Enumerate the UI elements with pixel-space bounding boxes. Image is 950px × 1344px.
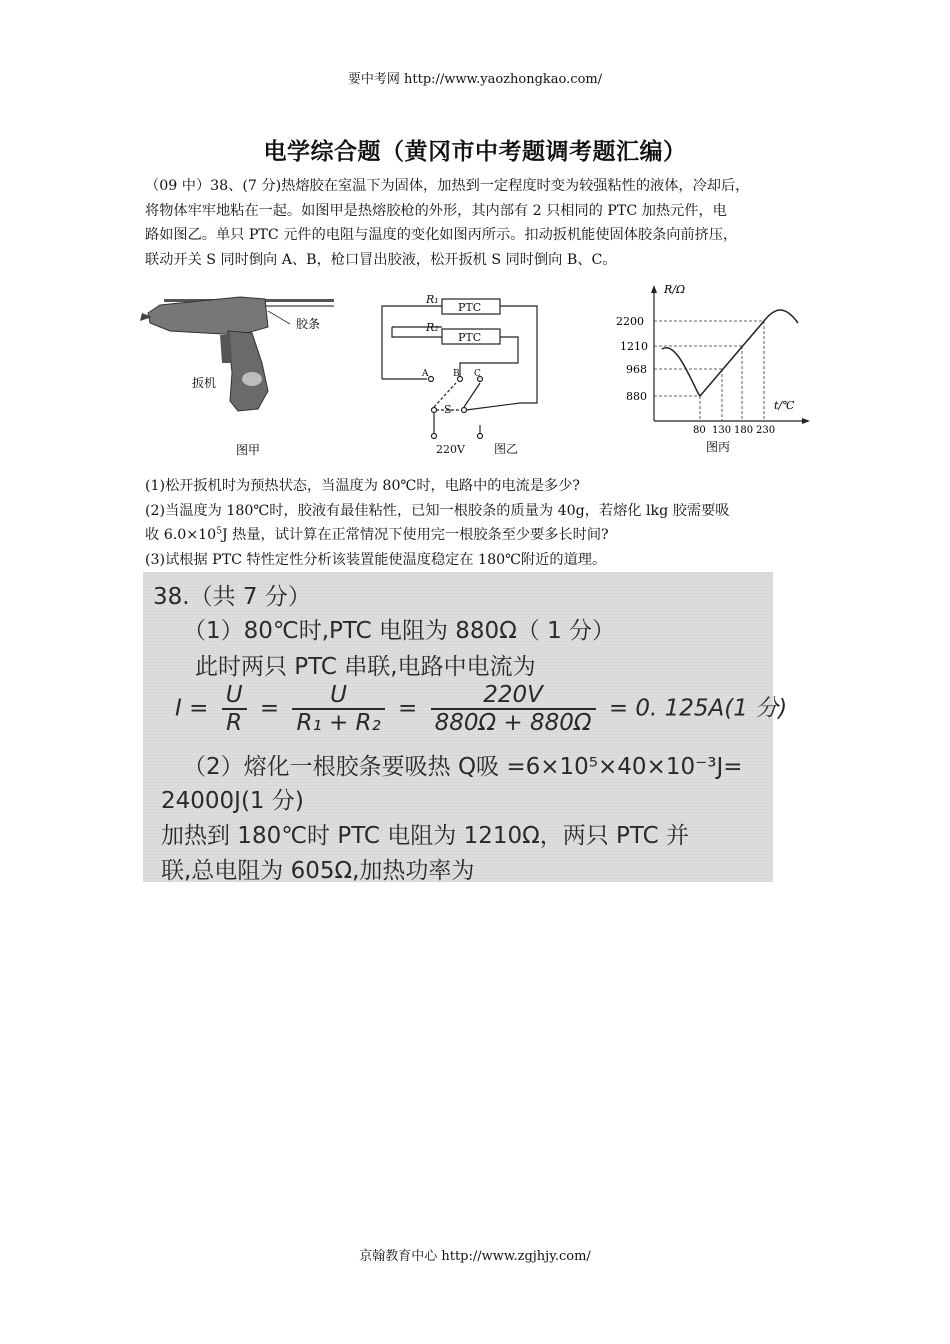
scanned-answer — [143, 572, 788, 884]
answer-line: 联,总电阻为 605Ω,加热功率为 — [161, 858, 475, 884]
question-2b — [145, 523, 810, 548]
xtick-label: 80 — [693, 425, 706, 436]
page-footer: 京翰教育中心 http://www.zgjhjy.com/ — [359, 1249, 591, 1264]
answer-line: 24000J(1 分) — [161, 788, 304, 814]
question-1: (1)松开扳机时为预热状态，当温度为 80℃时，电路中的电流是多少? — [145, 478, 581, 494]
ytick-label: 2200 — [616, 315, 644, 328]
intro-line: （09 中）38、(7 分)热熔胶在室温下为固体，加热到一定程度时变为较强粘性的液体，冷却后， — [145, 178, 750, 194]
frac-den: 880Ω + 880Ω — [434, 710, 592, 736]
answer-heading: 38.（共 7 分） — [153, 584, 311, 610]
page-title: 电学综合题（黄冈市中考题调考题汇编） — [263, 138, 687, 165]
xtick-label: 180 — [734, 425, 754, 436]
question-3: (3)试根据 PTC 特性定性分析该装置能使温度稳定在 180℃附近的道理。 — [145, 551, 607, 568]
xtick-label: 230 — [756, 425, 776, 436]
r2-label: R₂ — [426, 321, 439, 334]
caption-jia: 图甲 — [236, 443, 261, 457]
fraction-values — [431, 682, 596, 736]
ptc2-label: PTC — [458, 331, 482, 344]
frac-num: 220V — [431, 682, 596, 710]
ytick-label: 880 — [626, 390, 647, 403]
intro-line: 联动开关 S 同时倒向 A、B，枪口冒出胶液，松开扳机 S 同时倒向 B、C。 — [145, 251, 617, 268]
fraction-u-over-r — [222, 682, 247, 736]
switch-c-label: C — [474, 369, 481, 379]
current-equation: I = $\frac{U}{R}$ = $\frac{U}{\text{R₁ + R₂}}$ = $\frac{220V}{880\Omega + 880\Omega}$ = 0. 125A(1 分) — [175, 682, 788, 736]
ptc1-label: PTC — [458, 301, 482, 314]
resistance-temperature-graph — [616, 283, 810, 454]
graph-xlabel: t/℃ — [774, 399, 795, 412]
switch-b-label: B — [453, 369, 460, 379]
frac-num: U — [292, 682, 384, 710]
xtick-label: 130 — [712, 425, 732, 436]
frac-den: R — [226, 710, 243, 736]
eq-rhs: = 0. 125A(1 分) — [608, 695, 788, 722]
figures — [140, 283, 820, 463]
q2b-exponent: 5 — [216, 526, 222, 537]
intro-line: 路如图乙。单只 PTC 元件的电阻与温度的变化如图丙所示。扣动扳机能使固体胶条向前挤压， — [145, 227, 738, 243]
r1-label: R₁ — [426, 293, 439, 306]
caption-yi: 图乙 — [494, 442, 519, 456]
page-header: 要中考网 http://www.yaozhongkao.com/ — [347, 72, 603, 87]
q2b-text-rest: J 热量，试计算在正常情况下使用完一根胶条至少要多长时间? — [221, 527, 609, 543]
switch-s-label: S — [444, 403, 452, 416]
answer-line: 加热到 180℃时 PTC 电阻为 1210Ω，两只 PTC 并 — [161, 823, 689, 849]
q2b-text: 收 6.0×10 — [145, 527, 217, 543]
eq-lhs: I = — [175, 695, 209, 722]
intro-line: 将物体牢牢地粘在一起。如图甲是热熔胶枪的外形，其内部有 2 只相同的 PTC 加热元件，电 — [145, 202, 727, 219]
answer-line: （1）80℃时,PTC 电阻为 880Ω（ 1 分） — [183, 618, 616, 644]
ytick-label: 968 — [626, 363, 647, 376]
graph-ylabel: R/Ω — [664, 283, 686, 296]
frac-den: R₁ + R₂ — [296, 710, 381, 736]
fraction-u-over-sum — [292, 682, 384, 736]
question-2a: (2)当温度为 180℃时，胶液有最佳粘性，已知一根胶条的质量为 40g，若熔化 lkg 胶需要吸 — [145, 502, 730, 519]
answer-line: （2）熔化一根胶条要吸热 Q吸 =6×10⁵×40×10⁻³J= — [183, 754, 743, 780]
caption-bing: 图丙 — [706, 440, 731, 454]
problem-intro — [145, 174, 810, 272]
ytick-label: 1210 — [620, 340, 648, 353]
frac-num: U — [222, 682, 247, 710]
label-trigger: 扳机 — [192, 376, 217, 390]
glue-gun-figure — [140, 297, 334, 457]
label-glue: 胶条 — [296, 317, 321, 331]
answer-line: 此时两只 PTC 串联,电路中电流为 — [195, 654, 536, 680]
questions — [145, 474, 810, 572]
switch-a-label: A — [422, 369, 429, 379]
circuit-labels — [421, 293, 518, 456]
voltage-label: 220V — [436, 443, 465, 456]
